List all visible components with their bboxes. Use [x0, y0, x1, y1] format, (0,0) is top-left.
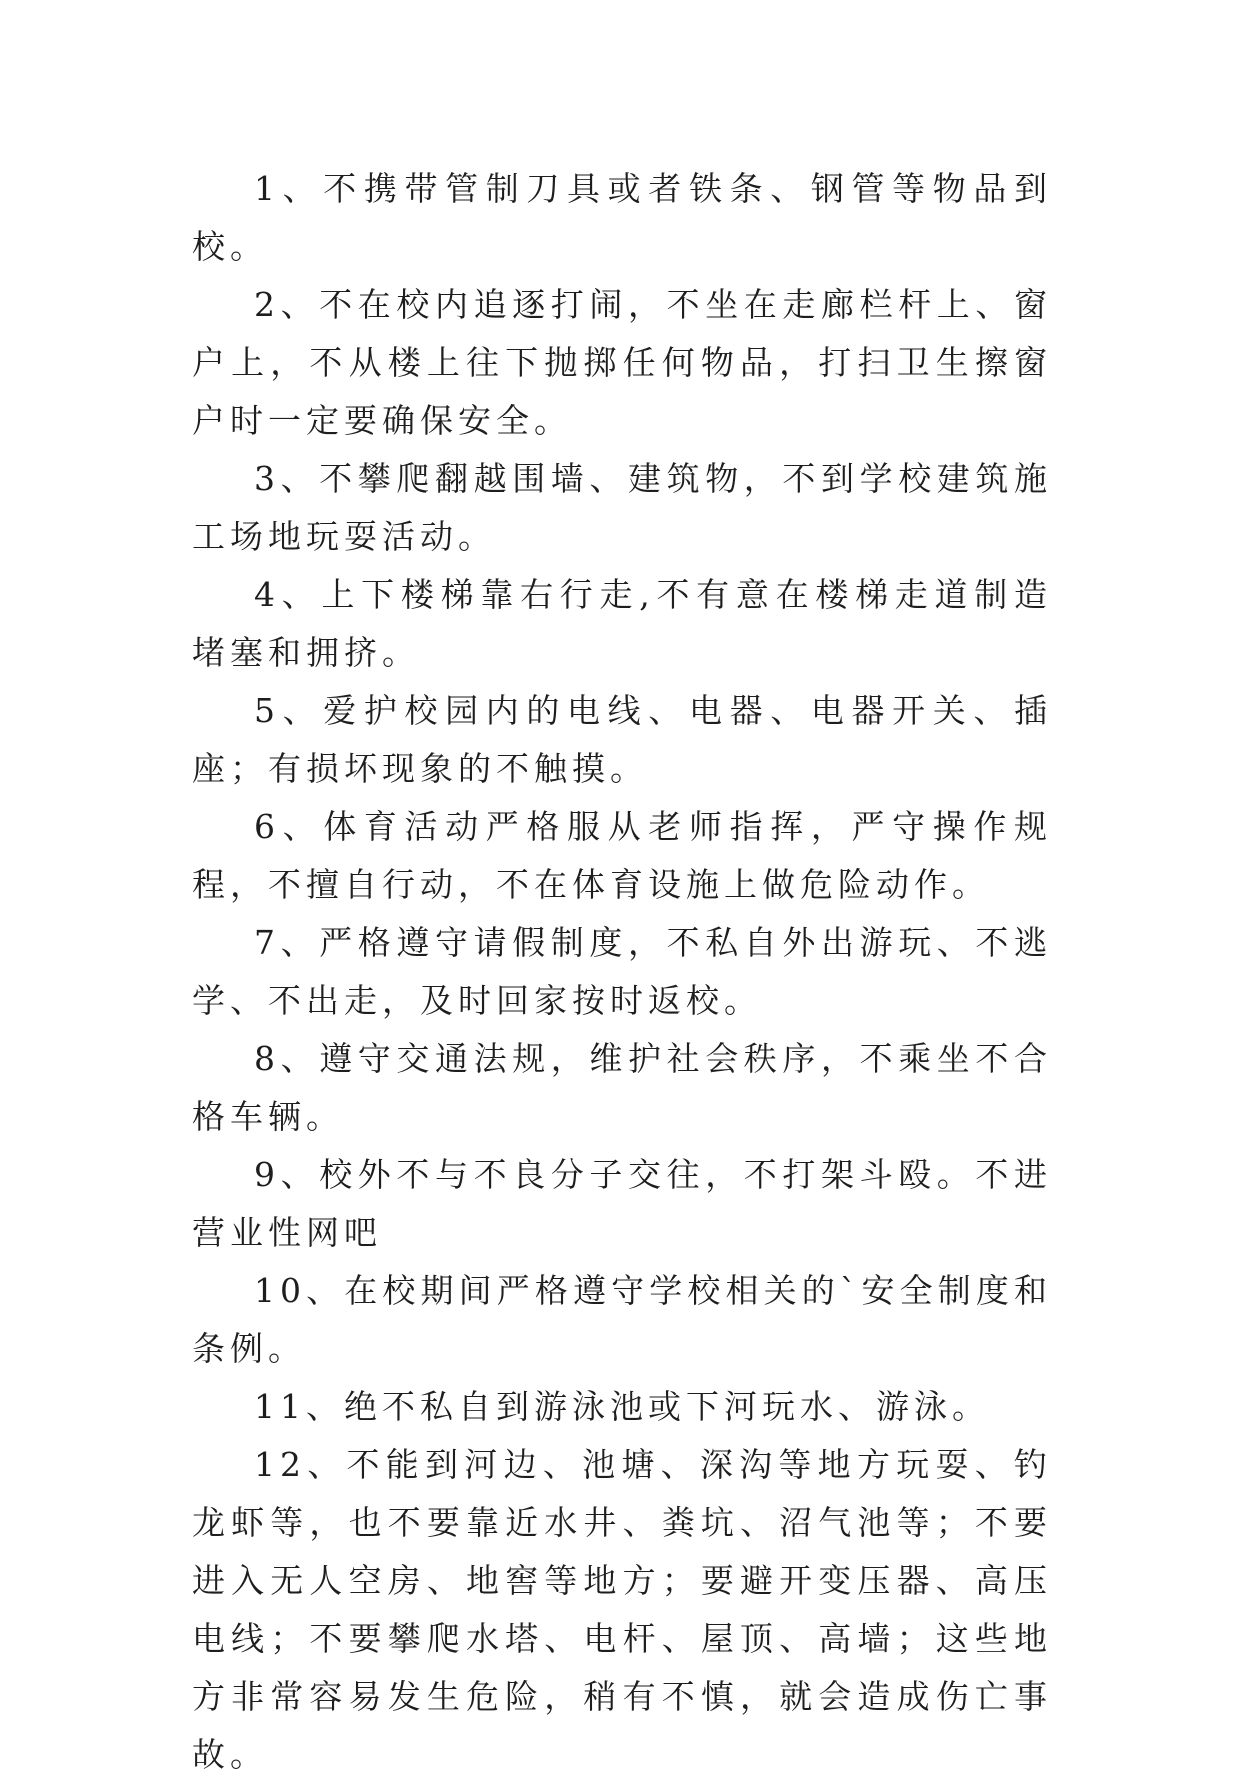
- paragraph-9: 9、校外不与不良分子交往，不打架斗殴。不进营业性网吧: [192, 1155, 1052, 1252]
- paragraph-7: 7、严格遵守请假制度，不私自外出游玩、不逃学、不出走，及时回家按时返校。: [192, 923, 1052, 1020]
- paragraph-8: 8、遵守交通法规，维护社会秩序，不乘坐不合格车辆。: [192, 1039, 1052, 1136]
- paragraph-10: 10、在校期间严格遵守学校相关的`安全制度和条例。: [192, 1271, 1052, 1368]
- paragraph-6: 6、体育活动严格服从老师指挥，严守操作规程，不擅自行动，不在体育设施上做危险动作。: [192, 807, 1052, 904]
- paragraph-5: 5、爱护校园内的电线、电器、电器开关、插座；有损坏现象的不触摸。: [192, 691, 1052, 788]
- paragraph-2: 2、不在校内追逐打闹，不坐在走廊栏杆上、窗户上，不从楼上往下抛掷任何物品，打扫卫生擦窗户时一定要确保安全。: [192, 285, 1052, 440]
- paragraph-1: 1、不携带管制刀具或者铁条、钢管等物品到校。: [192, 169, 1052, 266]
- document-body: [192, 160, 1052, 1784]
- paragraph-3: 3、不攀爬翻越围墙、建筑物，不到学校建筑施工场地玩耍活动。: [192, 459, 1052, 556]
- paragraph-12: 12、不能到河边、池塘、深沟等地方玩耍、钓龙虾等，也不要靠近水井、粪坑、沼气池等；不要进入无人空房、地窖等地方；要避开变压器、高压电线；不要攀爬水塔、电杆、屋顶、高墙；这些地方非常容易发生危险，稍有不慎，就会造成伤亡事故。: [192, 1445, 1052, 1774]
- paragraph-11: 11、绝不私自到游泳池或下河玩水、游泳。: [254, 1387, 990, 1426]
- paragraph-4: 4、上下楼梯靠右行走,不有意在楼梯走道制造堵塞和拥挤。: [192, 575, 1052, 672]
